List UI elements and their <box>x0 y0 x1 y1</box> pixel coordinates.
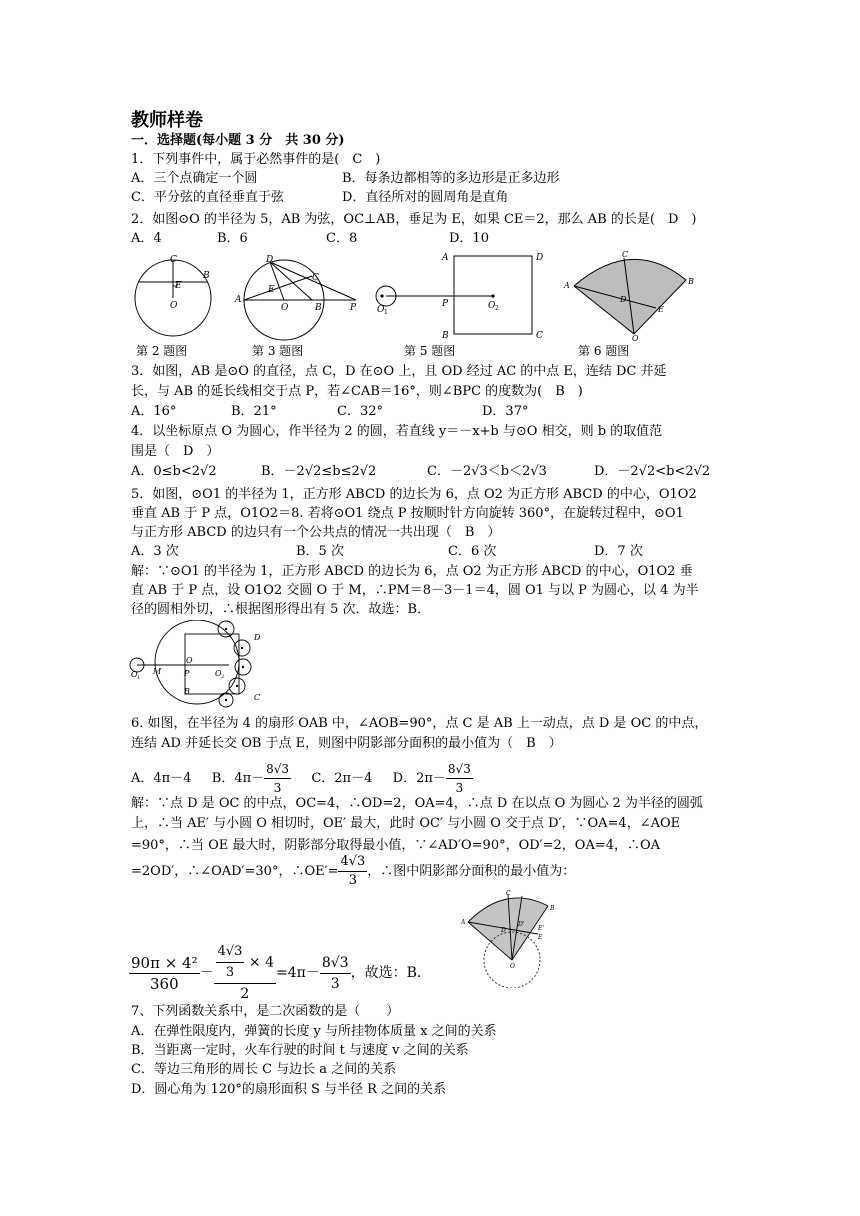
fig6b-label-a: A <box>461 919 466 926</box>
q4-option-a: A．0≤b<2√2 <box>131 464 217 479</box>
q7-stem: 7、下列函数关系中，是二次函数的是（ ） <box>131 1004 400 1019</box>
fig6-label-b: B <box>688 277 694 286</box>
q3-option-c: C．32° <box>337 404 383 419</box>
fig6b-label-d-prime: D' <box>518 921 525 928</box>
q3-line2: 长，与 AB 的延长线相交于点 P，若∠CAB＝16°，则∠BPC 的度数为( B ) <box>131 384 583 399</box>
fraction-numerator: 90π × 4² <box>131 953 198 972</box>
fraction-denominator: 3 <box>273 781 282 795</box>
q4-option-d: D．－2√2<b<2√2 <box>594 464 711 479</box>
fraction-denominator: 3 <box>455 781 464 795</box>
fig3-label-d: D <box>266 255 274 265</box>
q6-option-a: A．4π－4 <box>131 771 192 786</box>
q6-line2: 连结 AD 并延长交 OB 于点 E，则图中阴影部分面积的最小值为（ B ） <box>131 736 562 751</box>
q6-final-equation <box>129 942 421 1004</box>
q6-solution-line3: =90°，∴当 OE 最大时，阴影部分取得最小值，∵∠AD′O=90°，OD′=2，OA=4，∴OA <box>131 838 661 853</box>
caption-q5: 第 5 题图 <box>404 344 456 358</box>
fig2-label-o: O <box>170 301 178 311</box>
fig5b-label-o: O <box>186 656 193 665</box>
q1-option-c: C．平分弦的直径垂直于弦 <box>131 190 284 205</box>
fig3-label-p: P <box>350 303 357 313</box>
eq-inner-fraction <box>216 942 245 983</box>
eq-conclusion: ，故选：B. <box>350 965 422 981</box>
fig5-label-o2-sub: 2 <box>495 305 499 312</box>
fig6b-label-o: O <box>510 963 515 970</box>
q5-line2: 垂直 AB 于 P 点，O1O2＝8. 若将⊙O1 绕点 P 按顺时针方向旋转 360°，在旋转过程中，⊙O1 <box>131 506 684 521</box>
fig3-label-b: B <box>315 303 322 313</box>
q6-option-d-fraction <box>446 760 473 797</box>
q6-solution-line2: 上，∴当 AE′ 与小圆 O 相切时，OE′ 最大，此时 OC′ 与小圆 O 交于点 D′，∵OA=4，∠AOE <box>131 816 681 831</box>
fig6-label-o: O <box>632 334 639 342</box>
fig6-label-a: A <box>564 281 570 290</box>
q2-option-a: A．4 <box>131 231 162 246</box>
fraction-denominator: 360 <box>149 974 179 993</box>
q6-solution-line1: 解：∵点 D 是 OC 的中点，OC=4，∴OD=2，OA=4，∴点 D 在以点 O 为圆心 2 为半径的圆弧 <box>131 796 703 811</box>
q2-option-b: B．6 <box>217 231 248 246</box>
q6-line1: 6. 如图，在半径为 4 的扇形 OAB 中，∠AOB=90°，点 C 是 AB 上一动点，点 D 是 OC 的中点， <box>131 716 708 731</box>
fig5b-label-c: C <box>254 693 261 702</box>
fig6-label-e: E <box>658 305 664 314</box>
q6-sol4-fraction <box>338 853 367 890</box>
q5-solution-line2: 直 AB 于 P 点，设 O1O2 交圆 O 于 M，∴PM＝8－3－1＝4，圆 O1 与以 P 为圆心，以 4 为半 <box>131 583 699 598</box>
figure-q5-solution <box>129 620 269 708</box>
fig5-label-o2: O <box>488 301 496 311</box>
q3-option-a: A．16° <box>131 404 177 419</box>
fraction-numerator: 8√3 <box>320 953 351 974</box>
q5-line1: 5．如图，⊙O1 的半径为 1，正方形 ABCD 的边长为 6，点 O2 为正方形 ABCD 的中心，O1O2 <box>131 487 697 502</box>
fig6b-label-b: B <box>550 905 555 912</box>
fig5b-label-o2-sub: 2 <box>221 674 225 680</box>
fig5-label-a: A <box>442 253 449 263</box>
q4-option-b: B．－2√2≤b≤2√2 <box>261 464 377 479</box>
q2-stem: 2．如图⊙O 的半径为 5，AB 为弦，OC⊥AB，垂足为 E，如果 CE＝2，那么 AB 的长是( D ) <box>131 212 697 227</box>
eq-fraction-3 <box>320 953 351 994</box>
q1-option-a: A．三个点确定一个圆 <box>131 171 258 186</box>
fig6-label-d: D <box>620 295 627 304</box>
fig5-label-d: D <box>536 253 544 263</box>
fig5-label-p: P <box>442 299 449 309</box>
eq-fraction-2 <box>214 942 276 1004</box>
fraction-denominator: 3 <box>330 975 340 992</box>
q3-option-b: B．21° <box>231 404 277 419</box>
figure-q6 <box>560 250 700 342</box>
q1-option-b: B．每条边都相等的多边形是正多边形 <box>342 171 560 186</box>
eq-fraction-1 <box>129 953 200 994</box>
q4-option-c: C．－2√3＜b＜2√3 <box>427 464 547 479</box>
q7-option-d: D．圆心角为 120°的扇形面积 S 与半径 R 之间的关系 <box>131 1082 447 1097</box>
fig5b-label-m: M <box>153 667 162 676</box>
q6-option-b: B．4π－ <box>211 771 265 786</box>
q1-option-d: D．直径所对的圆周角是直角 <box>342 190 509 205</box>
q6-option-c: C．2π－4 <box>311 771 373 786</box>
fraction-numerator: 8√3 <box>264 760 291 779</box>
fig6-label-c: C <box>622 250 629 259</box>
eq-times-four: × 4 <box>248 954 274 971</box>
eq-middle: =4π－ <box>275 965 320 981</box>
fraction-numerator <box>214 942 276 984</box>
fig5b-label-b: B <box>184 687 190 696</box>
fig5-label-o1: O <box>377 305 385 315</box>
fig5-label-b: B <box>442 331 449 341</box>
q4-line2: 围是（ D ） <box>131 444 220 459</box>
q7-option-c: C．等边三角形的周长 C 与边长 a 之间的关系 <box>131 1062 397 1077</box>
fig5-label-c: C <box>536 331 543 341</box>
page-title: 教师样卷 <box>131 110 203 131</box>
fig2-label-b: B <box>203 271 210 281</box>
q5-solution-line3: 径的圆相外切，∴根据图形得出有 5 次．故选：B． <box>131 602 431 617</box>
figure-q3 <box>232 252 364 346</box>
fig3-label-e: E <box>268 285 275 295</box>
fig2-label-c: C <box>170 255 177 265</box>
q2-option-d: D．10 <box>449 231 489 246</box>
caption-q6: 第 6 题图 <box>578 344 630 358</box>
figure-q5 <box>372 248 552 342</box>
q5-line3: 与正方形 ABCD 的边只有一个公共点的情况一共出现（ B ） <box>131 525 501 540</box>
fig3-label-a: A <box>235 295 242 305</box>
fig6b-label-e-prime: E' <box>538 925 545 932</box>
fraction-denominator: 3 <box>225 965 235 980</box>
q5-option-c: C．6 次 <box>448 544 497 559</box>
fig3-label-o: O <box>281 303 289 313</box>
q7-option-b: B．当距离一定时，火车行驶的时间 t 与速度 v 之间的关系 <box>131 1043 469 1058</box>
fraction-denominator: 3 <box>348 873 357 888</box>
q1-stem: 1．下列事件中，属于必然事件的是( C ) <box>131 152 381 167</box>
q6-sol4-text: =2OD′，∴∠OAD′=30°，∴OE′= <box>131 864 339 879</box>
fig5b-label-o1-sub: 1 <box>137 675 141 681</box>
fig5b-label-d: D <box>254 633 261 642</box>
q6-options <box>131 760 473 797</box>
caption-q2: 第 2 题图 <box>136 344 188 358</box>
fig5b-label-o1: O <box>131 670 138 679</box>
q7-option-a: A．在弹性限度内，弹簧的长度 y 与所挂物体质量 x 之间的关系 <box>131 1024 497 1039</box>
q3-option-d: D．37° <box>482 404 529 419</box>
fig6b-label-d: D <box>501 927 506 934</box>
q5-option-d: D．7 次 <box>594 544 643 559</box>
fig6b-label-c: C <box>506 890 511 897</box>
eq-minus: － <box>199 965 214 981</box>
q5-solution-line1: 解：∵⊙O1 的半径为 1，正方形 ABCD 的边长为 6，点 O2 为正方形 ABCD 的中心，O1O2 垂 <box>131 564 693 579</box>
fig5b-label-o2: O <box>215 669 222 678</box>
q5-option-a: A．3 次 <box>131 544 179 559</box>
q3-line1: 3．如图，AB 是⊙O 的直径，点 C，D 在⊙O 上，且 OD 经过 AC 的中点 E，连结 DC 并延 <box>131 364 667 379</box>
q4-line1: 4．以坐标原点 O 为圆心，作半径为 2 的圆，若直线 y＝－x+b 与⊙O 相交，则 b 的取值范 <box>131 424 663 439</box>
q5-option-b: B．5 次 <box>296 544 344 559</box>
q6-sol4-text-after: ，∴图中阴影部分面积的最小值为： <box>367 864 576 879</box>
q6-solution-line4 <box>131 853 575 890</box>
figure-q2 <box>130 254 218 342</box>
fraction-numerator: 4√3 <box>338 853 367 872</box>
fig2-label-e: E <box>175 281 182 291</box>
q6-option-b-fraction <box>264 760 291 797</box>
q6-option-d: D．2π－ <box>392 771 446 786</box>
fig5b-label-p: P <box>184 669 190 678</box>
fig5-label-o1-sub: 1 <box>384 309 388 316</box>
fraction-numerator: 4√3 <box>216 942 245 963</box>
figure-q6-solution <box>458 890 562 988</box>
fraction-denominator: 2 <box>240 986 250 1002</box>
q2-option-c: C．8 <box>326 231 358 246</box>
fig3-label-c: C <box>312 273 319 283</box>
caption-q3: 第 3 题图 <box>252 344 304 358</box>
fig6b-label-e: E <box>538 934 543 941</box>
fraction-numerator: 8√3 <box>446 760 473 779</box>
section-heading: 一．选择题(每小题 3 分 共 30 分) <box>131 133 345 148</box>
